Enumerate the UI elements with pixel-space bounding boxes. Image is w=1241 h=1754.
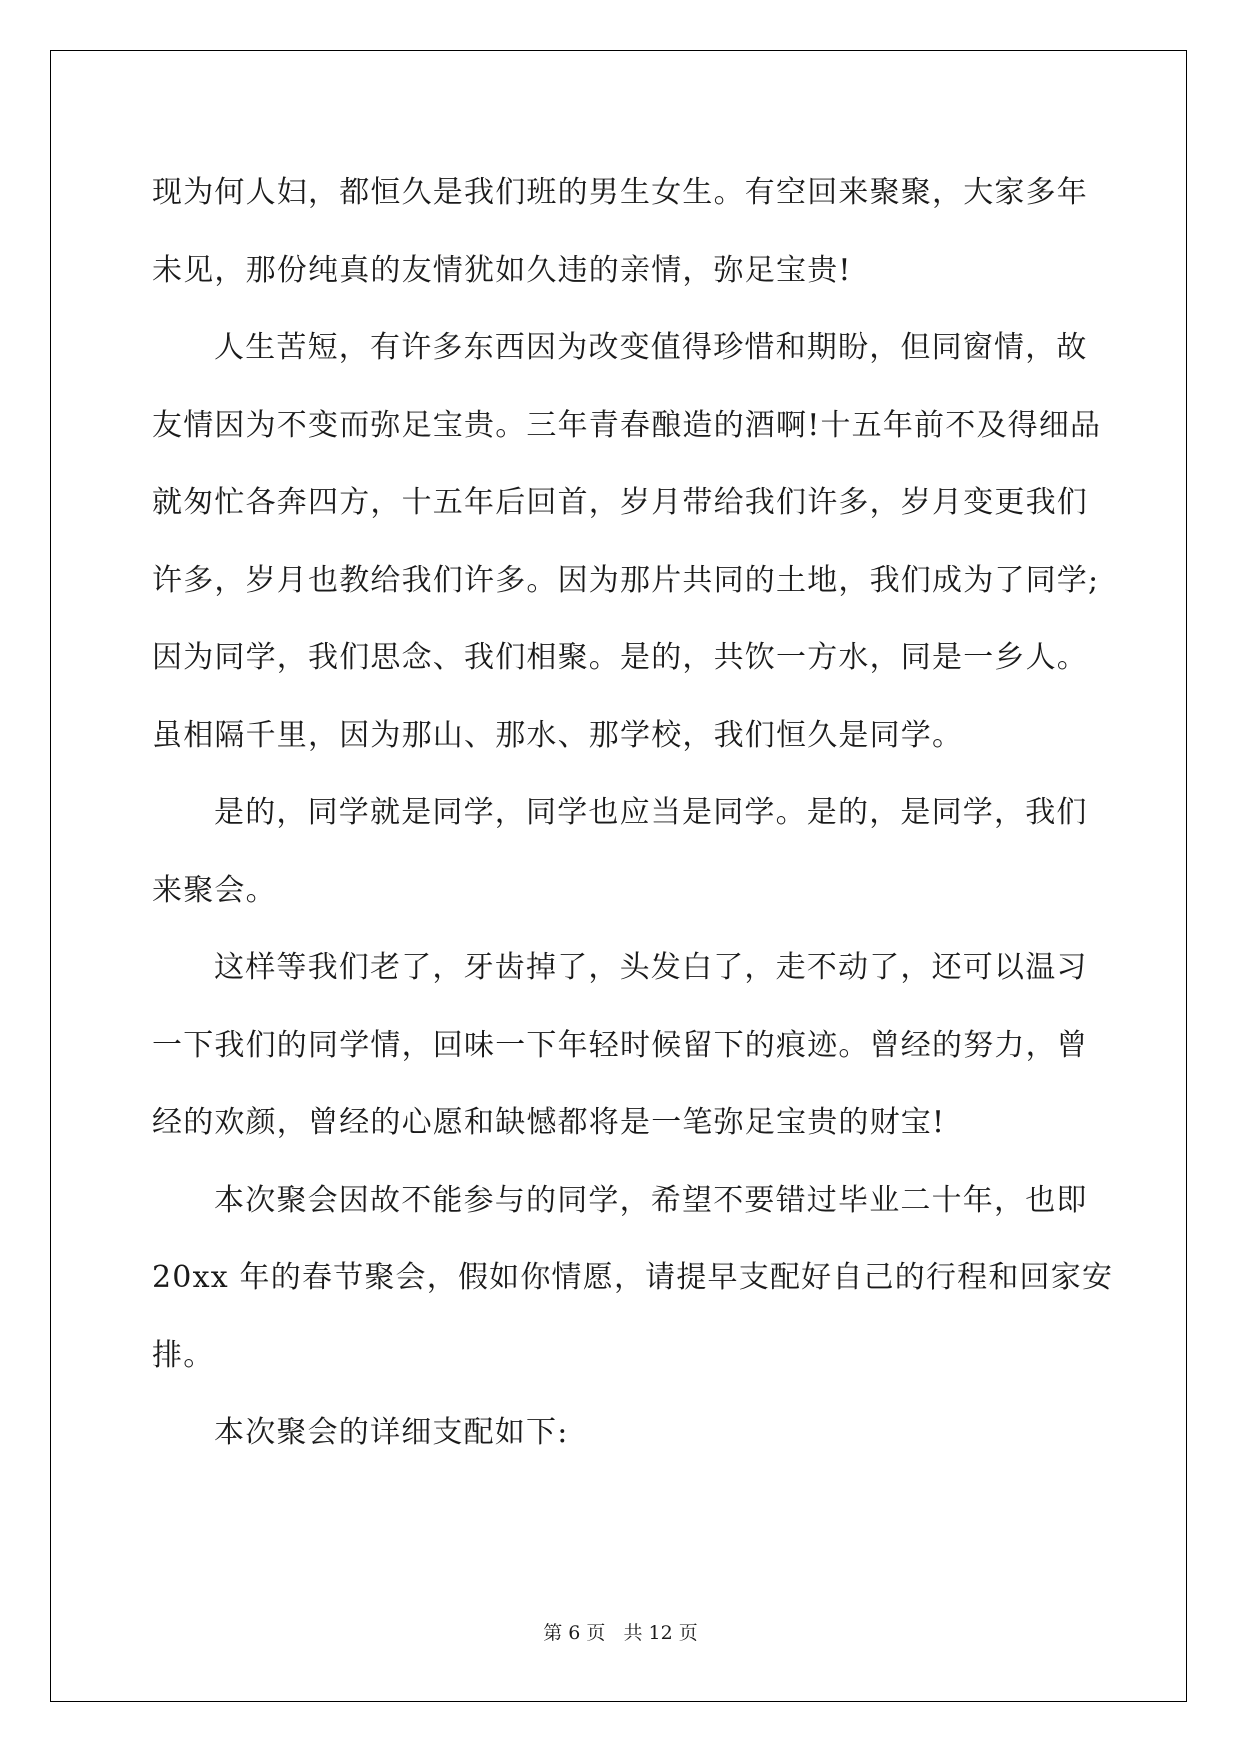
text-line: 未见，那份纯真的友情犹如久违的亲情，弥足宝贵!	[152, 252, 852, 288]
document-body	[152, 154, 1114, 1472]
paragraph-4	[152, 929, 1092, 1162]
page-footer	[0, 1618, 1241, 1645]
paragraph-3	[152, 774, 1092, 929]
text-line: 就匆忙各奔四方，十五年后回首，岁月带给我们许多，岁月变更我们	[152, 485, 1088, 520]
paragraph-1	[152, 154, 1092, 309]
paragraph-5	[152, 1162, 1114, 1395]
text-line: 排。	[152, 1337, 215, 1373]
text-line: 来聚会。	[152, 872, 277, 908]
text-line: 现为何人妇，都恒久是我们班的男生女生。有空回来聚聚，大家多年	[152, 175, 1088, 210]
paragraph-6	[152, 1394, 1092, 1472]
text-line: 人生苦短，有许多东西因为改变值得珍惜和期盼，但同窗情，故	[214, 330, 1088, 365]
paragraph-2	[152, 309, 1102, 774]
text-line: 经的欢颜，曾经的心愿和缺憾都将是一笔弥足宝贵的财宝!	[152, 1105, 946, 1140]
text-line: 因为同学，我们思念、我们相聚。是的，共饮一方水，同是一乡人。	[152, 640, 1088, 675]
text-line: 20xx 年的春节聚会，假如你情愿，请提早支配好自己的行程和回家安	[152, 1260, 1114, 1295]
text-line: 许多，岁月也教给我们许多。因为那片共同的土地，我们成为了同学;	[152, 562, 1100, 598]
text-line: 虽相隔千里，因为那山、那水、那学校，我们恒久是同学。	[152, 717, 964, 753]
text-line: 友情因为不变而弥足宝贵。三年青春酿造的酒啊!十五年前不及得细品	[152, 407, 1102, 443]
page-total: 共 12 页	[623, 1622, 698, 1644]
text-line: 本次聚会的详细支配如下:	[214, 1415, 569, 1450]
text-line: 这样等我们老了，牙齿掉了，头发白了，走不动了，还可以温习	[214, 950, 1088, 985]
page-number: 第 6 页	[543, 1622, 606, 1644]
text-line: 本次聚会因故不能参与的同学，希望不要错过毕业二十年，也即	[214, 1182, 1088, 1218]
text-line: 一下我们的同学情，回味一下年轻时候留下的痕迹。曾经的努力，曾	[152, 1027, 1088, 1063]
text-line: 是的，同学就是同学，同学也应当是同学。是的，是同学，我们	[214, 795, 1088, 830]
